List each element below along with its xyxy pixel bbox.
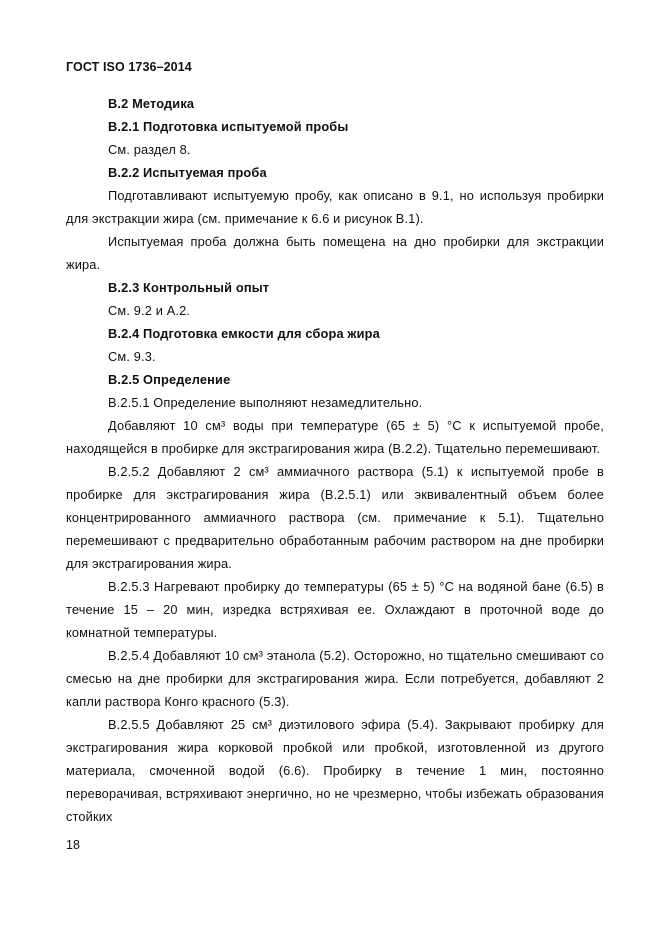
- page-number: 18: [66, 838, 80, 852]
- body-paragraph: См. 9.2 и А.2.: [108, 303, 191, 318]
- body-paragraph: В.2.5.3 Нагревают пробирку до температуры (65 ± 5) °С на водяной бане (6.5) в течение 15 – 20 мин, изредка встряхивая ее. Охлаждают в проточной воде до комнатной температуры.: [66, 579, 604, 640]
- body-paragraph: В.2.5.5 Добавляют 25 см³ диэтилового эфира (5.4). Закрывают пробирку для экстрагирования жира корковой пробкой или пробкой, изготовленной из другого материала, смоченной водой (6.6). Пробирку в течение 1 мин, постоянно переворачивая, встряхивают энергично, но не чрезмерно, чтобы избежать образования стойких: [66, 717, 604, 824]
- document-body: [66, 92, 604, 828]
- body-paragraph: См. 9.3.: [108, 349, 156, 364]
- body-paragraph: В.2.5.2 Добавляют 2 см³ аммиачного раствора (5.1) к испытуемой пробе в пробирке для экстрагирования жира (В.2.5.1) или эквивалентный объем более концентрированного аммиачного раствора (см. примечание к 5.1). Тщательно перемешивают с предварительно обработанным рабочим раствором на дне пробирки для экстрагирования жира.: [66, 464, 604, 571]
- body-paragraph: Подготавливают испытуемую пробу, как описано в 9.1, но используя пробирки для экстракции жира (см. примечание к 6.6 и рисунок В.1).: [66, 188, 604, 226]
- body-paragraph: В.2.5.4 Добавляют 10 см³ этанола (5.2). Осторожно, но тщательно смешивают со смесью на дне пробирки для экстрагирования жира. Если потребуется, добавляют 2 капли раствора Конго красного (5.3).: [66, 648, 604, 709]
- section-heading: В.2 Методика: [108, 96, 195, 111]
- body-paragraph: См. раздел 8.: [108, 142, 191, 157]
- section-heading: В.2.1 Подготовка испытуемой пробы: [108, 119, 349, 134]
- section-heading: В.2.4 Подготовка емкости для сбора жира: [108, 326, 380, 341]
- section-heading: В.2.3 Контрольный опыт: [108, 280, 270, 295]
- body-paragraph: В.2.5.1 Определение выполняют незамедлительно.: [108, 395, 423, 410]
- document-header: ГОСТ ISO 1736–2014: [66, 60, 192, 74]
- body-paragraph: Добавляют 10 см³ воды при температуре (65 ± 5) °С к испытуемой пробе, находящейся в пробирке для экстрагирования жира (В.2.2). Тщательно перемешивают.: [66, 418, 604, 456]
- body-paragraph: Испытуемая проба должна быть помещена на дно пробирки для экстракции жира.: [66, 234, 604, 272]
- section-heading: В.2.5 Определение: [108, 372, 231, 387]
- section-heading: В.2.2 Испытуемая проба: [108, 165, 267, 180]
